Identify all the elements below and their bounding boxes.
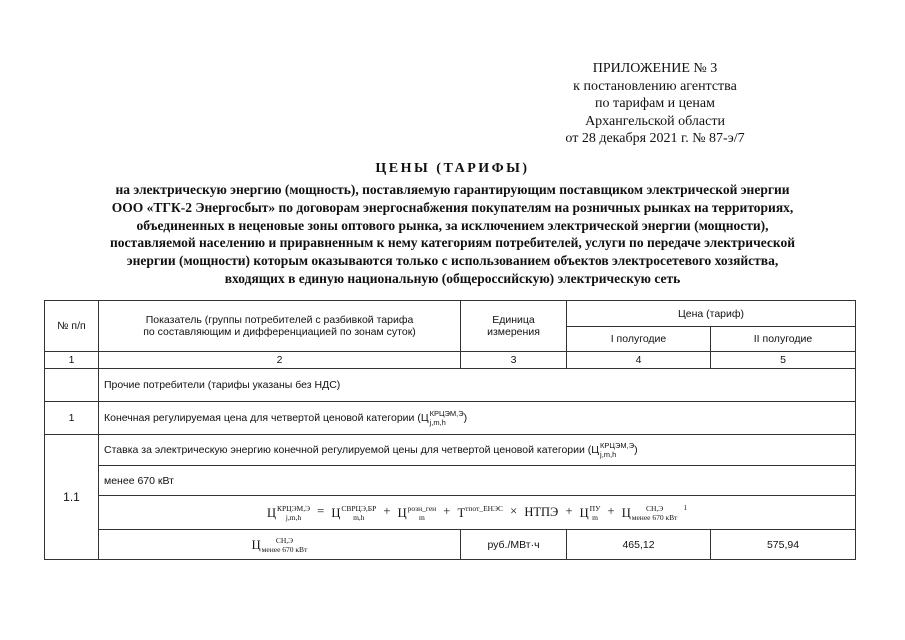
header-unit-line: Единица bbox=[492, 314, 535, 326]
header-indicator bbox=[99, 301, 461, 352]
section-row bbox=[45, 369, 856, 402]
symbol-sub: j,m,h bbox=[429, 418, 446, 427]
column-number: 4 bbox=[567, 352, 711, 369]
row-text: Конечная регулируемая цена для четвертой ценовой категории (Ц bbox=[104, 411, 429, 424]
row-number: 1.1 bbox=[45, 435, 99, 560]
formula-sup: СВРЦЭ,БР bbox=[341, 503, 377, 513]
header-second-half: II полугодие bbox=[711, 327, 856, 352]
appendix-line: к постановлению агентства bbox=[573, 78, 737, 94]
formula-sub: менее 670 кВт bbox=[631, 512, 678, 522]
formula-sub: m bbox=[592, 512, 598, 522]
value-first-half: 465,12 bbox=[567, 530, 711, 560]
formula-term: Ц СН,Э менее 670 кВт bbox=[621, 503, 678, 522]
row-symbol-indices bbox=[430, 409, 464, 427]
column-number: 5 bbox=[711, 352, 856, 369]
column-number: 2 bbox=[99, 352, 461, 369]
value-second-half: 575,94 bbox=[711, 530, 856, 560]
value-symbol bbox=[99, 530, 461, 560]
price-formula bbox=[99, 496, 856, 530]
formula-term: НТПЭ bbox=[524, 504, 559, 519]
header-indicator-line: Показатель (группы потребителей с разбивкой тарифа bbox=[145, 314, 414, 326]
header-num: № п/п bbox=[45, 301, 99, 352]
table-row bbox=[45, 435, 856, 466]
appendix-header bbox=[540, 60, 770, 148]
subtitle-line: входящих в единую национальную (общероссийскую) электрическую сеть bbox=[224, 270, 681, 286]
sub-label: менее 670 кВт bbox=[99, 466, 856, 496]
row-text: Ставка за электрическую энергию конечной регулируемой цены для четвертой ценовой категории (Ц bbox=[104, 443, 600, 456]
formula-term: Ц КРЦЭМ,Э j,m,h bbox=[266, 503, 311, 522]
formula-operator: + bbox=[607, 504, 615, 519]
formula-sup: КРЦЭМ,Э bbox=[276, 503, 311, 513]
subtitle-line: ООО «ТГК-2 Энергосбыт» по договорам энергоснабжения покупателям на розничных рынках на территориях, bbox=[111, 199, 794, 215]
value-unit: руб./МВт·ч bbox=[461, 530, 567, 560]
header-first-half: I полугодие bbox=[567, 327, 711, 352]
value-sub: менее 670 кВт bbox=[261, 544, 308, 554]
formula-term: Ц ПУ m bbox=[579, 503, 601, 522]
subtitle-line: поставляемой населению и приравненным к нему категориям потребителей, услуги по передаче электрической bbox=[110, 235, 795, 251]
row-label bbox=[99, 402, 856, 435]
formula-indices bbox=[277, 504, 310, 522]
footnote-marker: 1 bbox=[683, 504, 688, 513]
formula-operator: × bbox=[510, 504, 518, 519]
formula-sup: СН,Э bbox=[645, 503, 664, 513]
formula-term: $Т^{тпот\_ЕНЭС}$ bbox=[457, 504, 504, 521]
symbol-sup: КРЦЭМ,Э bbox=[429, 409, 464, 418]
formula-operator: + bbox=[443, 504, 451, 519]
document-title: ЦЕНЫ (ТАРИФЫ) bbox=[375, 161, 530, 176]
subtitle-line: на электрическую энергию (мощность), поставляемую гарантирующим поставщиком электрической энергии bbox=[115, 182, 790, 197]
formula-sup: ПУ bbox=[589, 503, 601, 513]
subtitle-line: энергии (мощности) которым оказываются только с использованием объектов электросетевого хозяйства, bbox=[126, 253, 779, 269]
formula-indices bbox=[408, 504, 437, 522]
appendix-line: по тарифам и ценам bbox=[595, 96, 715, 111]
value-symbol-term: Ц СН,Э менее 670 кВт bbox=[251, 535, 308, 554]
symbol-sup: КРЦЭМ,Э bbox=[600, 441, 635, 450]
column-number: 1 bbox=[45, 352, 99, 369]
value-sup: СН,Э bbox=[275, 535, 294, 545]
formula-sup: розн_ген bbox=[407, 503, 437, 513]
header-unit-line: измерения bbox=[487, 326, 540, 338]
section-label: Прочие потребители (тарифы указаны без НДС) bbox=[99, 369, 856, 402]
formula-sub: j,m,h bbox=[285, 512, 302, 522]
formula-operator: = bbox=[317, 504, 325, 519]
table-row bbox=[45, 402, 856, 435]
formula-sub: m,h bbox=[353, 512, 365, 522]
column-number: 3 bbox=[461, 352, 567, 369]
row-close: ) bbox=[634, 443, 638, 456]
subtitle-line: объединенных в неценовые зоны оптового рынка, за исключением электрической энергии (мощности), bbox=[136, 217, 769, 233]
formula-indices bbox=[632, 504, 678, 522]
formula-operator: + bbox=[383, 504, 391, 519]
formula-term: Ц СВРЦЭ,БР m,h bbox=[331, 503, 377, 522]
table-row bbox=[45, 466, 856, 496]
row-close: ) bbox=[463, 411, 468, 424]
value-indices bbox=[262, 536, 308, 554]
column-number-row bbox=[45, 352, 856, 369]
row-number: 1 bbox=[45, 402, 99, 435]
symbol-sub: j,m,h bbox=[600, 450, 617, 459]
header-indicator-line: по составляющим и дифференциацией по зонам суток) bbox=[143, 326, 416, 338]
appendix-line: Архангельской области bbox=[585, 113, 725, 129]
header-row bbox=[45, 301, 856, 327]
formula-sup: тпот_ЕНЭС bbox=[465, 504, 504, 514]
formula-term: Ц розн_ген m bbox=[397, 503, 437, 522]
formula-operator: + bbox=[565, 504, 573, 519]
formula-indices bbox=[341, 504, 376, 522]
formula-sub: m bbox=[418, 512, 425, 522]
row-symbol-indices bbox=[600, 441, 634, 459]
appendix-title: ПРИЛОЖЕНИЕ № 3 bbox=[592, 61, 718, 76]
tariff-table bbox=[44, 300, 856, 560]
formula-row bbox=[45, 496, 856, 530]
row-label bbox=[99, 435, 856, 466]
header-price: Цена (тариф) bbox=[567, 301, 856, 327]
appendix-date: от 28 декабря 2021 г. № 87-э/7 bbox=[565, 131, 745, 146]
header-unit bbox=[461, 301, 567, 352]
document-subtitle bbox=[40, 181, 865, 288]
section-num-cell bbox=[45, 369, 99, 402]
value-row bbox=[45, 530, 856, 560]
formula-indices bbox=[590, 504, 601, 522]
